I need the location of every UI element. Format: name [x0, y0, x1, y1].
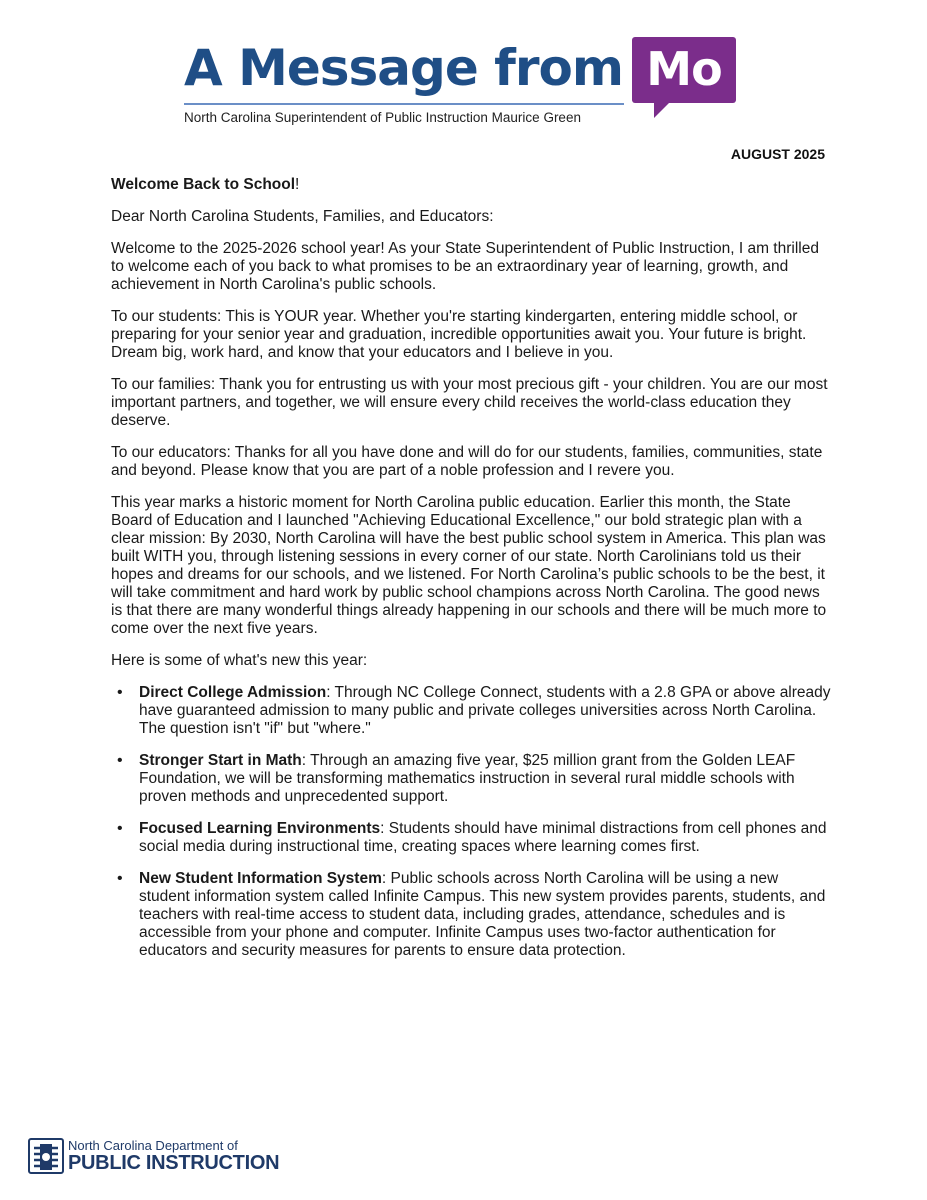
- header-divider: [184, 103, 624, 105]
- header-subtitle: North Carolina Superintendent of Public Instruction Maurice Green: [184, 110, 581, 125]
- bullet-text: : Through NC College Connect, students with a 2.8 GPA or above already have guaranteed admission to many public and private colleges universities across North Carolina. The question isn't "if" but "where.": [139, 684, 831, 737]
- list-item: [139, 870, 831, 960]
- list-item: [139, 752, 831, 806]
- paragraph-strategic-plan: This year marks a historic moment for North Carolina public education. Earlier this month, the State Board of Education and I launched "Achieving Educational Excellence," our bold strategic plan with a clear mission: By 2030, North Carolina will have the best public school system in America. This plan was built WITH you, through listening sessions in every corner of our state. North Carolinians told us their hopes and dreams for our schools, and we listened. For North Carolina’s public schools to be the best, it will take commitment and hard work by public school champions across North Carolina. The good news is that there are many wonderful things already happening in our schools and there will be much more to come over the next five years.: [111, 494, 827, 637]
- paragraph-educators: To our educators: Thanks for all you have done and will do for our students, families, communities, state and beyond. Please know that you are part of a noble profession and I revere you.: [111, 444, 823, 479]
- letter-header: [0, 0, 927, 140]
- whats-new-list: [111, 684, 831, 960]
- bullet-label: New Student Information System: [139, 870, 382, 887]
- nc-dpi-seal-icon: [28, 1138, 64, 1174]
- bullet-text: : Through an amazing five year, $25 million grant from the Golden LEAF Foundation, we will be transforming mathematics instruction in several rural middle schools with proven methods and unprecedented support.: [139, 752, 796, 805]
- bullet-text: : Public schools across North Carolina will be using a new student information system called Infinite Campus. This new system provides parents, students, and teachers with real-time access to student data, including grades, attendance, schedules and is accessible from your phone and computer. Infinite Campus uses two-factor authentication for educators and security measures for parents to ensure data protection.: [139, 870, 826, 959]
- letter-date: AUGUST 2025: [730, 146, 825, 162]
- bullet-label: Focused Learning Environments: [139, 820, 381, 837]
- heading-suffix: !: [295, 176, 300, 193]
- mo-badge-text: Mo: [646, 42, 722, 96]
- list-item: [139, 684, 831, 738]
- speech-bubble-tail: [654, 102, 670, 118]
- dept-name-line1: North Carolina Department of: [68, 1138, 238, 1153]
- mo-speech-bubble: [632, 37, 736, 103]
- bullet-text: : Students should have minimal distractions from cell phones and social media during instructional time, creating spaces where learning comes first.: [139, 820, 827, 855]
- letter-heading: [111, 176, 831, 194]
- heading-text: Welcome Back to School: [111, 176, 296, 193]
- paragraph-students: To our students: This is YOUR year. Whether you're starting kindergarten, entering middle school, or preparing for your senior year and graduation, incredible opportunities await you. Your future is bright. Dream big, work hard, and know that your educators and I believe in you.: [111, 308, 807, 361]
- paragraph-families: To our families: Thank you for entrusting us with your most precious gift - your children. You are our most important partners, and together, we will ensure every child receives the world-class education they deserve.: [111, 376, 828, 429]
- letter-body: [111, 176, 831, 974]
- paragraph-whats-new: Here is some of what's new this year:: [111, 652, 368, 669]
- footer-logo: [28, 1136, 308, 1176]
- dept-name-line2: PUBLIC INSTRUCTION: [68, 1152, 280, 1174]
- bullet-label: Stronger Start in Math: [139, 752, 302, 769]
- salutation: Dear North Carolina Students, Families, and Educators:: [111, 208, 494, 225]
- paragraph-intro: Welcome to the 2025-2026 school year! As your State Superintendent of Public Instruction, I am thrilled to welcome each of you back to what promises to be an extraordinary year of learning, growth, and achievement in North Carolina's public schools.: [111, 240, 819, 293]
- bullet-label: Direct College Admission: [139, 684, 327, 701]
- header-title: A Message from: [184, 39, 624, 97]
- list-item: [139, 820, 831, 856]
